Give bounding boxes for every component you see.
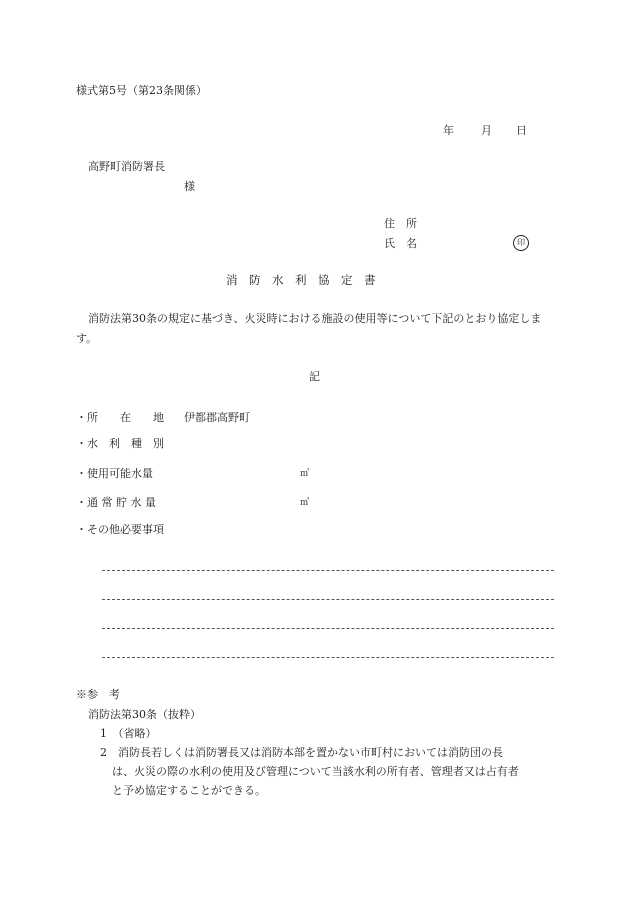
address-label: 住 所	[384, 217, 417, 230]
reference-item-2-line-1: 2 消防長若しくは消防署長又は消防本部を置かない市町村においては消防団の長	[100, 746, 503, 759]
storage-unit: ㎥	[300, 498, 310, 508]
reference-heading: ※参 考	[76, 688, 120, 701]
dotted-line	[102, 570, 554, 571]
form-number: 様式第5号（第23条関係）	[76, 84, 207, 97]
reference-law: 消防法第30条（抜粋）	[88, 708, 201, 721]
reference-item-2-line-2: は、火災の際の水利の使用及び管理について当該水利の所有者、管理者又は占有者	[112, 765, 519, 778]
addressee-office: 高野町消防署長	[88, 160, 165, 173]
date-month: 月	[481, 124, 492, 137]
reference-item-1: 1 （省略）	[100, 727, 157, 740]
dotted-line	[102, 599, 554, 600]
document-title: 消 防 水 利 協 定 書	[226, 273, 376, 287]
addressee-honorific: 様	[184, 180, 195, 193]
date-year: 年	[443, 124, 454, 137]
storage-label: ・通 常 貯 水 量	[76, 496, 156, 509]
dotted-line	[102, 628, 554, 629]
capacity-label: ・使用可能水量	[76, 467, 153, 480]
dotted-line	[102, 657, 554, 658]
name-label: 氏 名	[384, 237, 417, 250]
ki-heading: 記	[309, 370, 320, 383]
seal-mark: 印	[513, 235, 529, 251]
capacity-unit: ㎥	[300, 469, 310, 479]
body-text: 消防法第30条の規定に基づき、火災時における施設の使用等について下記のとおり協定します。	[76, 312, 542, 345]
water-type-label: ・水 利 種 別	[76, 437, 164, 450]
location-value: 伊都郡高野町	[184, 411, 250, 424]
location-label: ・所 在 地	[76, 411, 164, 424]
other-items-label: ・その他必要事項	[76, 523, 164, 536]
date-day: 日	[516, 124, 527, 137]
reference-item-2-line-3: と予め協定することができる。	[112, 784, 266, 797]
